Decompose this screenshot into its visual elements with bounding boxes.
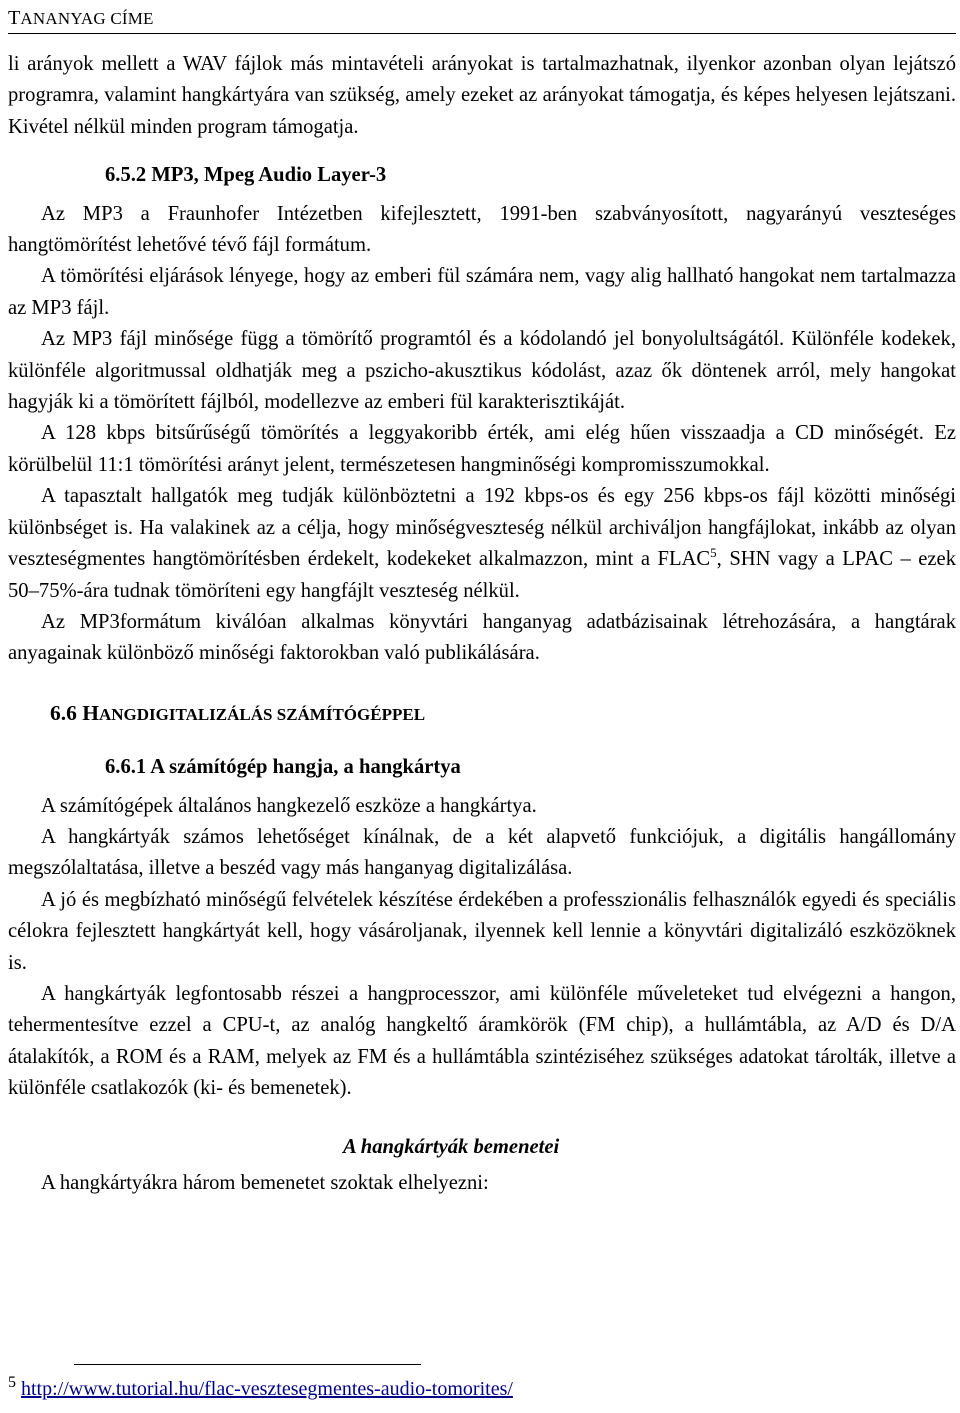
paragraph: Az MP3 a Fraunhofer Intézetben kifejlesztett, 1991-ben szabványosított, nagyarányú veszteséges hangtömörítést lehetővé tévő fájl formátum. (8, 202, 956, 257)
section-heading-6-6: 6.6 HANGDIGITALIZÁLÁS SZÁMÍTÓGÉPPEL (50, 700, 426, 725)
subheading-inputs: A hangkártyák bemenetei (343, 1135, 560, 1158)
running-header: TANANYAG CÍME (8, 0, 956, 34)
paragraph: A hangkártyák számos lehetőséget kínálnak, de a két alapvető funkciójuk, a digitális hangállomány megszólaltatása, illetve a beszéd vagy más hanganyag digitalizálása. (8, 825, 956, 880)
footnote-link[interactable]: http://www.tutorial.hu/flac-vesztesegmentes-audio-tomorites/ (21, 1378, 513, 1400)
footnote: $^5$ http://www.tutorial.hu/flac-vesztesegmentes-audio-tomorites/ (8, 1374, 513, 1400)
paragraph: A számítógépek általános hangkezelő eszköze a hangkártya. (41, 794, 537, 817)
paragraph: li arányok mellett a WAV fájlok más mintavételi arányokat is tartalmazhatnak, ilyenkor azonban olyan lejátszó programra, valamint hangkártyára van szükség, amely ezeket az arányokat támogatja, és képes helyesen lejátszani. Kivétel nélkül minden program támogatja. (8, 53, 956, 138)
footnote-separator (74, 1364, 421, 1365)
paragraph: A hangkártyákra három bemenetet szoktak elhelyezni: (41, 1172, 489, 1194)
section-heading-6-6-1: 6.6.1 A számítógép hangja, a hangkártya (105, 756, 461, 779)
body-text (8, 49, 956, 1199)
paragraph: Az MP3 fájl minősége függ a tömörítő programtól és a kódolandó jel bonyolultságától. Különféle kodekek, különféle algoritmussal oldhatják meg a pszicho-akusztikus kódolást, azaz ők döntenek arról, mely hangokat hagyják ki a tömörített fájlból, modellezve az emberi fül karakterisztikáját. (8, 328, 956, 414)
paragraph: A 128 kbps bitsűrűségű tömörítés a leggyakoribb érték, ami elég hűen visszaadja a CD minőségét. Ez körülbelül 11:1 tömörítési arányt jelent, természetesen hangminőségi kompromisszumokkal. (8, 422, 956, 476)
paragraph: A hangkártyák legfontosabb részei a hangprocesszor, ami különféle műveleteket tud elvégezni a hangon, tehermentesítve ezzel a CPU-t, az analóg hangkeltő áramkörök (FM chip), a hullámtábla, az A/D és D/A átalakítók, a ROM és a RAM, melyek az FM és a hullámtábla szintéziséhez szükséges adatokat tárolták, illetve a különféle csatlakozók (ki- és bemenetek). (8, 982, 956, 1100)
paragraph: Az MP3formátum kiválóan alkalmas könyvtári hanganyag adatbázisainak létrehozására, a hangtárak anyagainak különböző minőségi faktorokban való publikálására. (8, 610, 956, 665)
footnote-ref[interactable]: 5 (710, 545, 717, 561)
section-heading-6-5-2: 6.5.2 MP3, Mpeg Audio Layer-3 (105, 164, 387, 187)
paragraph: A jó és megbízható minőségű felvételek készítése érdekében a professzionális felhasználók egyedi és speciális célokra fejlesztett hangkártyát kell, hogy vásároljanak, ilyennek kell lennie a könyvtári digitalizáló eszközöknek is. (8, 888, 956, 974)
document-page (8, 0, 956, 1400)
paragraph: A tapasztalt hallgatók meg tudják különböztetni a 192 kbps-os és egy 256 kbps-os fájl közötti minőségi különbséget is. Ha valakinek az a célja, hogy minőségveszteség nélkül archiváljon hangfájlokat, inkább az olyan veszteségmentes hangtömörítésben érdekelt, kodekeket alkalmazzon, mint a FLAC$^5$, SHN vagy a LPAC – ezek 50–75%-ára tudnak tömöríteni egy hangfájlt veszteség nélkül. (8, 485, 956, 602)
paragraph: A tömörítési eljárások lényege, hogy az emberi fül számára nem, vagy alig hallható hangokat nem tartalmazza az MP3 fájl. (8, 265, 956, 319)
